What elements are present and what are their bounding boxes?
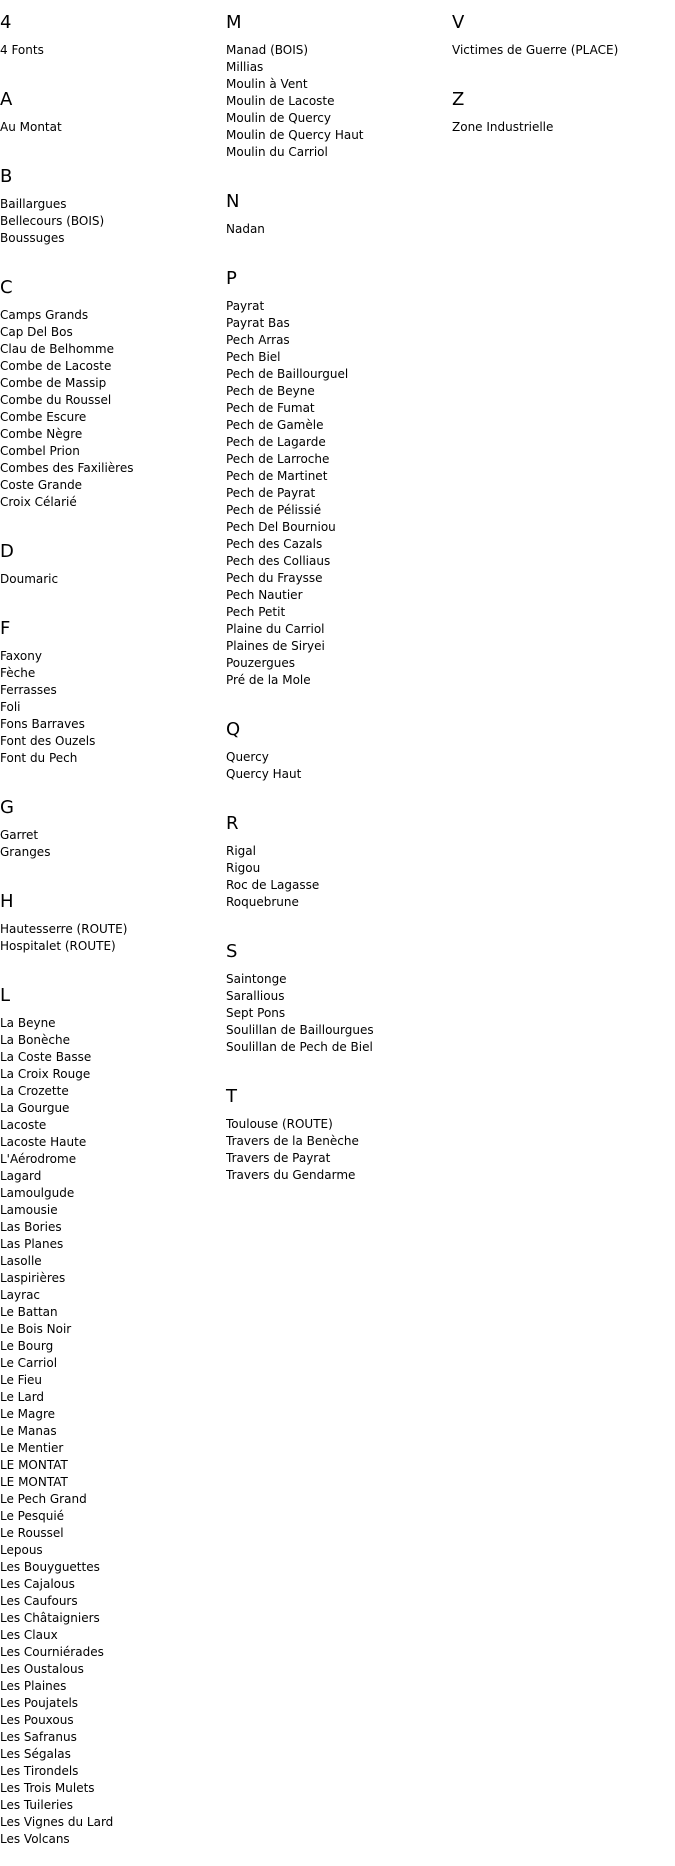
place-name: Travers de la Benèche bbox=[226, 1134, 359, 1148]
place-name: Le Mentier bbox=[0, 1441, 64, 1455]
section-spacer bbox=[226, 238, 448, 256]
place-list bbox=[226, 749, 448, 783]
place-list bbox=[0, 307, 222, 511]
place-name: Plaine du Carriol bbox=[226, 622, 325, 636]
section-spacer bbox=[452, 59, 674, 77]
place-name: Saintonge bbox=[226, 972, 287, 986]
place-name: Pech Del Bourniou bbox=[226, 520, 336, 534]
section-letter-heading: N bbox=[226, 191, 240, 212]
place-name: Font du Pech bbox=[0, 751, 78, 765]
section-letter-heading: D bbox=[0, 541, 14, 562]
place-name: Pouzergues bbox=[226, 656, 296, 670]
place-name: Pech Arras bbox=[226, 333, 290, 347]
place-list bbox=[0, 42, 222, 59]
place-name: Les Courniérades bbox=[0, 1645, 104, 1659]
place-list bbox=[226, 42, 448, 161]
place-name: Lamousie bbox=[0, 1203, 58, 1217]
place-name: Moulin de Lacoste bbox=[226, 94, 335, 108]
section-spacer bbox=[226, 783, 448, 801]
section-spacer bbox=[0, 861, 222, 879]
place-list bbox=[0, 119, 222, 136]
place-name: Le Pech Grand bbox=[0, 1492, 87, 1506]
section-letter-heading: H bbox=[0, 891, 14, 912]
section-letter-heading: Z bbox=[452, 89, 465, 110]
place-name: Au Montat bbox=[0, 120, 62, 134]
letter-section bbox=[226, 191, 448, 256]
place-name: La Croix Rouge bbox=[0, 1067, 91, 1081]
place-name: Les Cajalous bbox=[0, 1577, 75, 1591]
section-spacer bbox=[0, 955, 222, 973]
section-letter-heading: G bbox=[0, 797, 14, 818]
place-name: Les Ségalas bbox=[0, 1747, 71, 1761]
letter-section bbox=[226, 1086, 448, 1202]
place-name: Pech de Payrat bbox=[226, 486, 316, 500]
place-name: Les Claux bbox=[0, 1628, 58, 1642]
place-name: Le Roussel bbox=[0, 1526, 64, 1540]
place-name: Soulillan de Baillourgues bbox=[226, 1023, 374, 1037]
section-spacer bbox=[226, 1056, 448, 1074]
place-name: La Bonèche bbox=[0, 1033, 71, 1047]
place-name: Payrat Bas bbox=[226, 316, 290, 330]
section-letter-heading: L bbox=[0, 985, 11, 1006]
section-letter-heading: F bbox=[0, 618, 11, 639]
place-name: Lamoulgude bbox=[0, 1186, 75, 1200]
place-name: Lagard bbox=[0, 1169, 42, 1183]
place-name: Quercy Haut bbox=[226, 767, 302, 781]
place-name: Fons Barraves bbox=[0, 717, 85, 731]
place-name: Les Châtaigniers bbox=[0, 1611, 100, 1625]
place-name: Boussuges bbox=[0, 231, 65, 245]
place-name: Rigou bbox=[226, 861, 261, 875]
place-name: Combe Nègre bbox=[0, 427, 83, 441]
section-letter-heading: S bbox=[226, 941, 238, 962]
place-name: Camps Grands bbox=[0, 308, 89, 322]
place-list bbox=[0, 571, 222, 588]
section-spacer bbox=[0, 588, 222, 606]
place-name: Sarallious bbox=[226, 989, 285, 1003]
place-name: Bellecours (BOIS) bbox=[0, 214, 105, 228]
place-name: Toulouse (ROUTE) bbox=[226, 1117, 333, 1131]
letter-section bbox=[452, 12, 674, 77]
place-name: Clau de Belhomme bbox=[0, 342, 114, 356]
section-spacer bbox=[0, 767, 222, 785]
letter-section bbox=[0, 985, 222, 1866]
place-name: Rigal bbox=[226, 844, 256, 858]
place-name: Soulillan de Pech de Biel bbox=[226, 1040, 373, 1054]
place-name: Les Plaines bbox=[0, 1679, 67, 1693]
place-list bbox=[0, 196, 222, 247]
place-name: Combel Prion bbox=[0, 444, 80, 458]
section-letter-heading: Q bbox=[226, 719, 241, 740]
place-name: Pech des Colliaus bbox=[226, 554, 331, 568]
place-name: Le Lard bbox=[0, 1390, 45, 1404]
index-column-1 bbox=[0, 0, 222, 1866]
place-name: La Beyne bbox=[0, 1016, 56, 1030]
place-name: Pech de Fumat bbox=[226, 401, 315, 415]
place-name: Moulin de Quercy Haut bbox=[226, 128, 364, 142]
place-name: Nadan bbox=[226, 222, 265, 236]
place-name: Pech des Cazals bbox=[226, 537, 323, 551]
section-spacer bbox=[226, 911, 448, 929]
place-name: Moulin à Vent bbox=[226, 77, 308, 91]
place-name: LE MONTAT bbox=[0, 1458, 68, 1472]
place-name: Fèche bbox=[0, 666, 36, 680]
letter-section bbox=[452, 89, 674, 154]
place-list bbox=[226, 1116, 448, 1184]
section-spacer bbox=[226, 689, 448, 707]
place-name: Las Bories bbox=[0, 1220, 62, 1234]
place-name: Les Volcans bbox=[0, 1832, 70, 1846]
place-name: Quercy bbox=[226, 750, 269, 764]
place-name: Les Safranus bbox=[0, 1730, 77, 1744]
place-name: Combe du Roussel bbox=[0, 393, 112, 407]
letter-section bbox=[0, 797, 222, 879]
section-letter-heading: V bbox=[452, 12, 465, 33]
place-name: Ferrasses bbox=[0, 683, 57, 697]
place-name: Le Carriol bbox=[0, 1356, 58, 1370]
place-name: Zone Industrielle bbox=[452, 120, 554, 134]
place-name: Cap Del Bos bbox=[0, 325, 73, 339]
place-name: Travers de Payrat bbox=[226, 1151, 331, 1165]
place-name: Garret bbox=[0, 828, 39, 842]
letter-section bbox=[0, 891, 222, 973]
place-name: Lasolle bbox=[0, 1254, 42, 1268]
letter-section bbox=[0, 12, 222, 77]
section-letter-heading: R bbox=[226, 813, 239, 834]
place-name: Les Trois Mulets bbox=[0, 1781, 95, 1795]
letter-section bbox=[226, 941, 448, 1074]
place-name: La Gourgue bbox=[0, 1101, 70, 1115]
section-spacer bbox=[0, 511, 222, 529]
letter-section bbox=[0, 277, 222, 529]
place-list bbox=[0, 921, 222, 955]
section-letter-heading: B bbox=[0, 166, 13, 187]
section-letter-heading: A bbox=[0, 89, 13, 110]
place-name: Pech du Fraysse bbox=[226, 571, 323, 585]
letter-section bbox=[0, 89, 222, 154]
place-name: Pech de Martinet bbox=[226, 469, 328, 483]
place-list bbox=[0, 827, 222, 861]
place-name: Roc de Lagasse bbox=[226, 878, 320, 892]
place-name: Lacoste bbox=[0, 1118, 47, 1132]
place-name: Sept Pons bbox=[226, 1006, 286, 1020]
place-name: Le Fieu bbox=[0, 1373, 43, 1387]
place-name: Coste Grande bbox=[0, 478, 83, 492]
place-name: La Coste Basse bbox=[0, 1050, 92, 1064]
place-name: Victimes de Guerre (PLACE) bbox=[452, 43, 619, 57]
place-name: Les Oustalous bbox=[0, 1662, 84, 1676]
place-name: Moulin de Quercy bbox=[226, 111, 332, 125]
place-list bbox=[452, 119, 674, 136]
place-name: Les Tirondels bbox=[0, 1764, 79, 1778]
place-name: Combes des Faxilières bbox=[0, 461, 134, 475]
section-spacer bbox=[226, 161, 448, 179]
place-name: Combe de Lacoste bbox=[0, 359, 112, 373]
place-name: Plaines de Siryei bbox=[226, 639, 325, 653]
place-name: Les Caufours bbox=[0, 1594, 78, 1608]
place-name: Les Bouyguettes bbox=[0, 1560, 100, 1574]
index-column-3 bbox=[452, 0, 674, 154]
place-name: Hospitalet (ROUTE) bbox=[0, 939, 116, 953]
place-list bbox=[226, 971, 448, 1056]
place-name: Le Magre bbox=[0, 1407, 56, 1421]
section-spacer bbox=[0, 247, 222, 265]
place-list bbox=[226, 298, 448, 689]
section-letter-heading: 4 bbox=[0, 12, 12, 33]
place-name: Pech Biel bbox=[226, 350, 281, 364]
place-name: Pech de Pélissié bbox=[226, 503, 322, 517]
place-name: Granges bbox=[0, 845, 51, 859]
section-spacer bbox=[0, 1848, 222, 1866]
place-name: Foli bbox=[0, 700, 21, 714]
letter-section bbox=[0, 618, 222, 785]
letter-section bbox=[226, 813, 448, 929]
place-name: L'Aérodrome bbox=[0, 1152, 77, 1166]
place-name: Lacoste Haute bbox=[0, 1135, 87, 1149]
place-name: Les Vignes du Lard bbox=[0, 1815, 114, 1829]
place-name: Hautesserre (ROUTE) bbox=[0, 922, 128, 936]
place-name: Le Pesquié bbox=[0, 1509, 65, 1523]
section-spacer bbox=[0, 136, 222, 154]
letter-section bbox=[226, 719, 448, 801]
section-letter-heading: P bbox=[226, 268, 237, 289]
index-column-2 bbox=[226, 0, 448, 1202]
section-spacer bbox=[452, 136, 674, 154]
place-name: Millias bbox=[226, 60, 264, 74]
place-name: Laspirières bbox=[0, 1271, 66, 1285]
place-name: Le Bourg bbox=[0, 1339, 54, 1353]
place-name: Payrat bbox=[226, 299, 265, 313]
place-name: Combe de Massip bbox=[0, 376, 107, 390]
place-name: Font des Ouzels bbox=[0, 734, 96, 748]
place-name: Les Tuileries bbox=[0, 1798, 73, 1812]
place-name: Lepous bbox=[0, 1543, 43, 1557]
place-name: Pech Nautier bbox=[226, 588, 303, 602]
place-name: Les Poujatels bbox=[0, 1696, 79, 1710]
place-name: Pech de Beyne bbox=[226, 384, 315, 398]
place-name: Layrac bbox=[0, 1288, 41, 1302]
place-list bbox=[226, 221, 448, 238]
place-name: Moulin du Carriol bbox=[226, 145, 328, 159]
place-list bbox=[226, 843, 448, 911]
place-name: Pech de Baillourguel bbox=[226, 367, 349, 381]
place-list bbox=[452, 42, 674, 59]
place-list bbox=[0, 1015, 222, 1848]
place-name: Combe Escure bbox=[0, 410, 87, 424]
place-name: Pech Petit bbox=[226, 605, 286, 619]
place-name: Baillargues bbox=[0, 197, 67, 211]
section-letter-heading: M bbox=[226, 12, 242, 33]
place-name: Le Battan bbox=[0, 1305, 58, 1319]
letter-section bbox=[226, 12, 448, 179]
place-name: 4 Fonts bbox=[0, 43, 44, 57]
place-name: Faxony bbox=[0, 649, 42, 663]
place-name: Le Manas bbox=[0, 1424, 57, 1438]
place-name: LE MONTAT bbox=[0, 1475, 68, 1489]
place-name: Croix Célarié bbox=[0, 495, 77, 509]
place-name: Le Bois Noir bbox=[0, 1322, 72, 1336]
place-name: La Crozette bbox=[0, 1084, 69, 1098]
place-name: Pré de la Mole bbox=[226, 673, 311, 687]
section-letter-heading: T bbox=[226, 1086, 237, 1107]
place-name: Les Pouxous bbox=[0, 1713, 74, 1727]
section-spacer bbox=[226, 1184, 448, 1202]
place-name: Pech de Larroche bbox=[226, 452, 330, 466]
place-name: Pech de Gamèle bbox=[226, 418, 324, 432]
letter-section bbox=[0, 541, 222, 606]
section-spacer bbox=[0, 59, 222, 77]
letter-section bbox=[226, 268, 448, 707]
place-name: Travers du Gendarme bbox=[226, 1168, 356, 1182]
place-name: Manad (BOIS) bbox=[226, 43, 309, 57]
place-name: Las Planes bbox=[0, 1237, 64, 1251]
place-name: Roquebrune bbox=[226, 895, 299, 909]
place-name: Pech de Lagarde bbox=[226, 435, 326, 449]
place-name: Doumaric bbox=[0, 572, 59, 586]
place-list bbox=[0, 648, 222, 767]
section-letter-heading: C bbox=[0, 277, 13, 298]
letter-section bbox=[0, 166, 222, 265]
